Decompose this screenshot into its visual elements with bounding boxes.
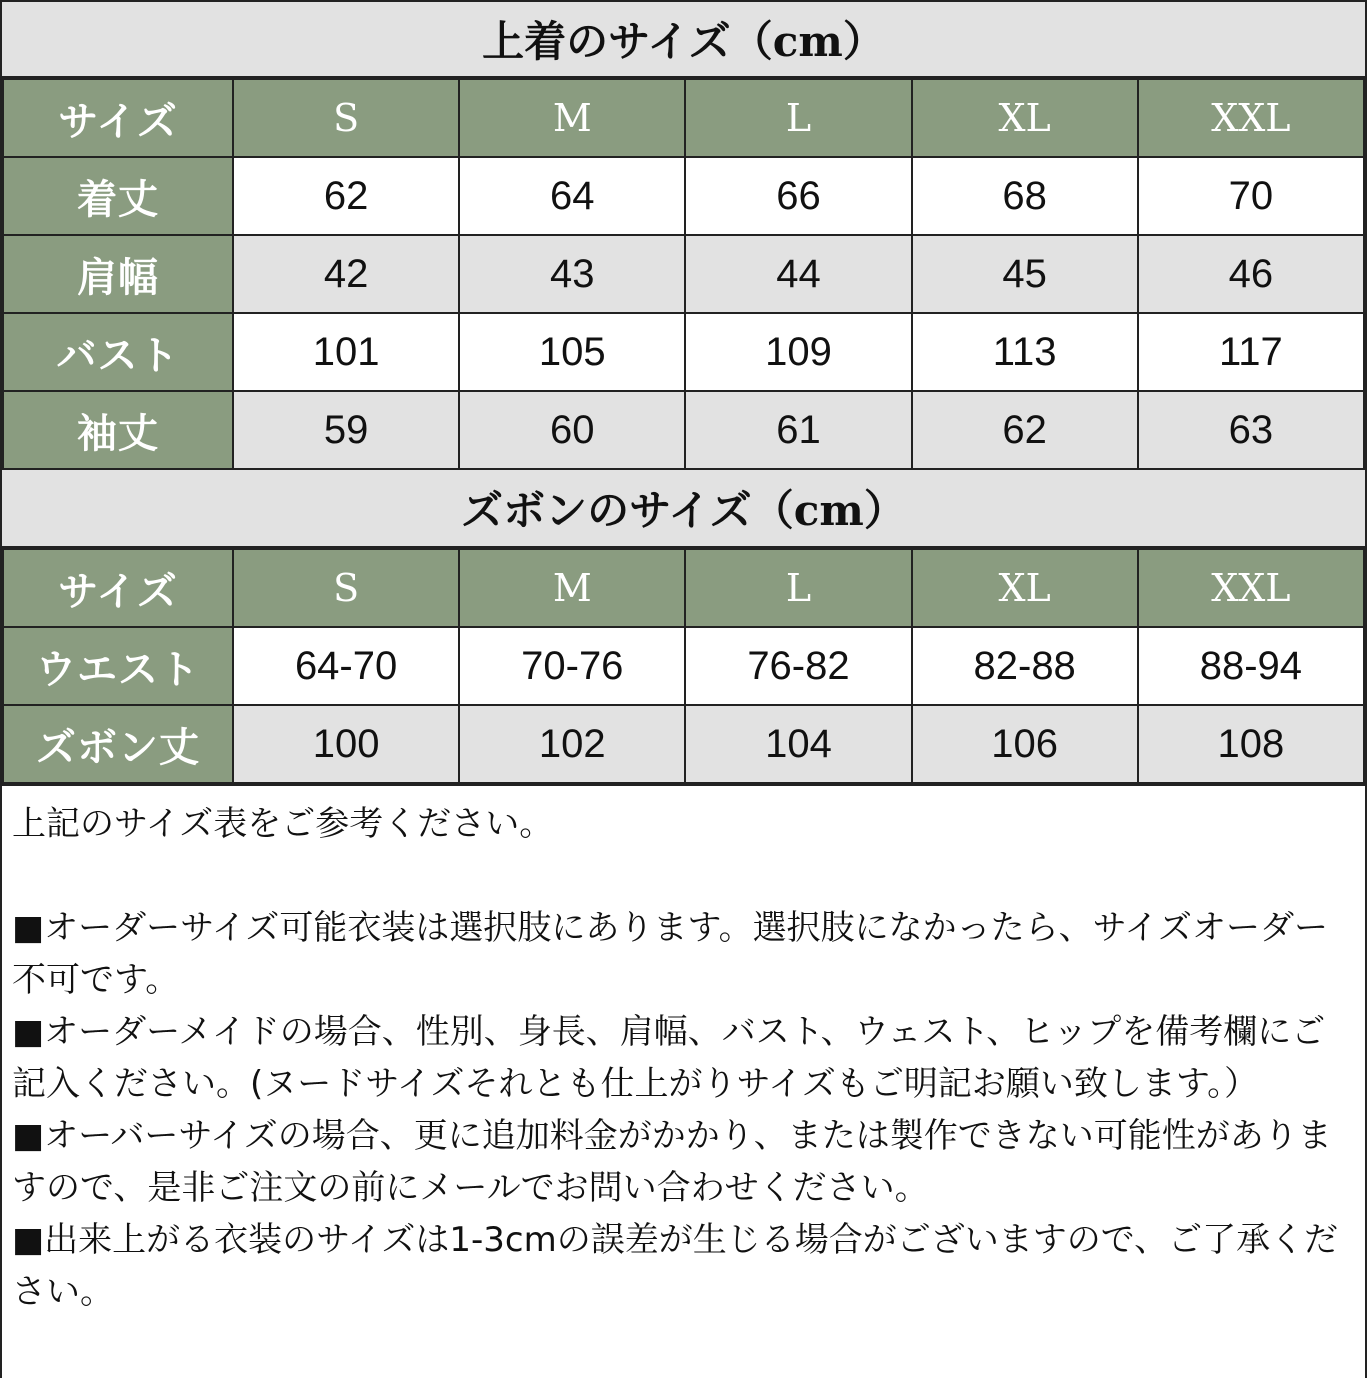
trousers-size-table (2, 548, 1365, 784)
table-cell: 108 (1138, 705, 1364, 783)
table-cell: 105 (459, 313, 685, 391)
jacket-table-title: 上着のサイズ（cm） (2, 0, 1365, 78)
row-label: ウエスト (3, 627, 233, 705)
size-header: XL (912, 79, 1138, 157)
row-label: ズボン丈 (3, 705, 233, 783)
size-header: L (685, 79, 911, 157)
note-item: ■出来上がる衣装のサイズは1-3cmの誤差が生じる場合がございますので、ご了承ください。 (12, 1220, 1339, 1312)
size-header: L (685, 549, 911, 627)
table-cell: 44 (685, 235, 911, 313)
table-cell: 101 (233, 313, 459, 391)
size-header: M (459, 549, 685, 627)
table-cell: 59 (233, 391, 459, 469)
table-header-row (3, 79, 1364, 157)
row-label: バスト (3, 313, 233, 391)
row-label: 袖丈 (3, 391, 233, 469)
table-header-row (3, 549, 1364, 627)
table-row (3, 391, 1364, 469)
size-header: S (233, 549, 459, 627)
table-cell: 46 (1138, 235, 1364, 313)
table-row (3, 313, 1364, 391)
table-cell: 60 (459, 391, 685, 469)
table-cell: 106 (912, 705, 1138, 783)
table-cell: 62 (912, 391, 1138, 469)
notes-section (2, 784, 1365, 1318)
table-cell: 43 (459, 235, 685, 313)
note-item: ■オーバーサイズの場合、更に追加料金がかかり、または製作できない可能性がありますので、是非ご注文の前にメールでお問い合わせください。 (12, 1116, 1332, 1208)
table-cell: 62 (233, 157, 459, 235)
table-cell: 109 (685, 313, 911, 391)
row-label: 着丈 (3, 157, 233, 235)
table-cell: 64 (459, 157, 685, 235)
size-header: M (459, 79, 685, 157)
notes-spacer (12, 850, 1355, 902)
table-cell: 63 (1138, 391, 1364, 469)
size-header: XXL (1138, 549, 1364, 627)
size-header: S (233, 79, 459, 157)
table-cell: 104 (685, 705, 911, 783)
table-cell: 68 (912, 157, 1138, 235)
table-cell: 88-94 (1138, 627, 1364, 705)
table-row (3, 705, 1364, 783)
size-header: XL (912, 549, 1138, 627)
table-row (3, 235, 1364, 313)
table-cell: 42 (233, 235, 459, 313)
trousers-table-title: ズボンのサイズ（cm） (2, 470, 1365, 548)
row-label: 肩幅 (3, 235, 233, 313)
table-cell: 64-70 (233, 627, 459, 705)
header-label: サイズ (3, 549, 233, 627)
table-cell: 70 (1138, 157, 1364, 235)
table-cell: 45 (912, 235, 1138, 313)
jacket-size-table (2, 78, 1365, 470)
table-cell: 70-76 (459, 627, 685, 705)
note-item: ■オーダーサイズ可能衣装は選択肢にあります。選択肢になかったら、サイズオーダー不可です。 (12, 908, 1328, 1000)
table-row (3, 627, 1364, 705)
table-cell: 82-88 (912, 627, 1138, 705)
table-row (3, 157, 1364, 235)
table-cell: 100 (233, 705, 459, 783)
notes-intro: 上記のサイズ表をご参考ください。 (12, 804, 554, 844)
header-label: サイズ (3, 79, 233, 157)
table-cell: 117 (1138, 313, 1364, 391)
table-cell: 61 (685, 391, 911, 469)
table-cell: 102 (459, 705, 685, 783)
size-header: XXL (1138, 79, 1364, 157)
note-item: ■オーダーメイドの場合、性別、身長、肩幅、バスト、ウェスト、ヒップを備考欄にご記入ください。(ヌードサイズそれとも仕上がりサイズもご明記お願い致します。） (12, 1012, 1326, 1104)
table-cell: 113 (912, 313, 1138, 391)
table-cell: 66 (685, 157, 911, 235)
table-cell: 76-82 (685, 627, 911, 705)
